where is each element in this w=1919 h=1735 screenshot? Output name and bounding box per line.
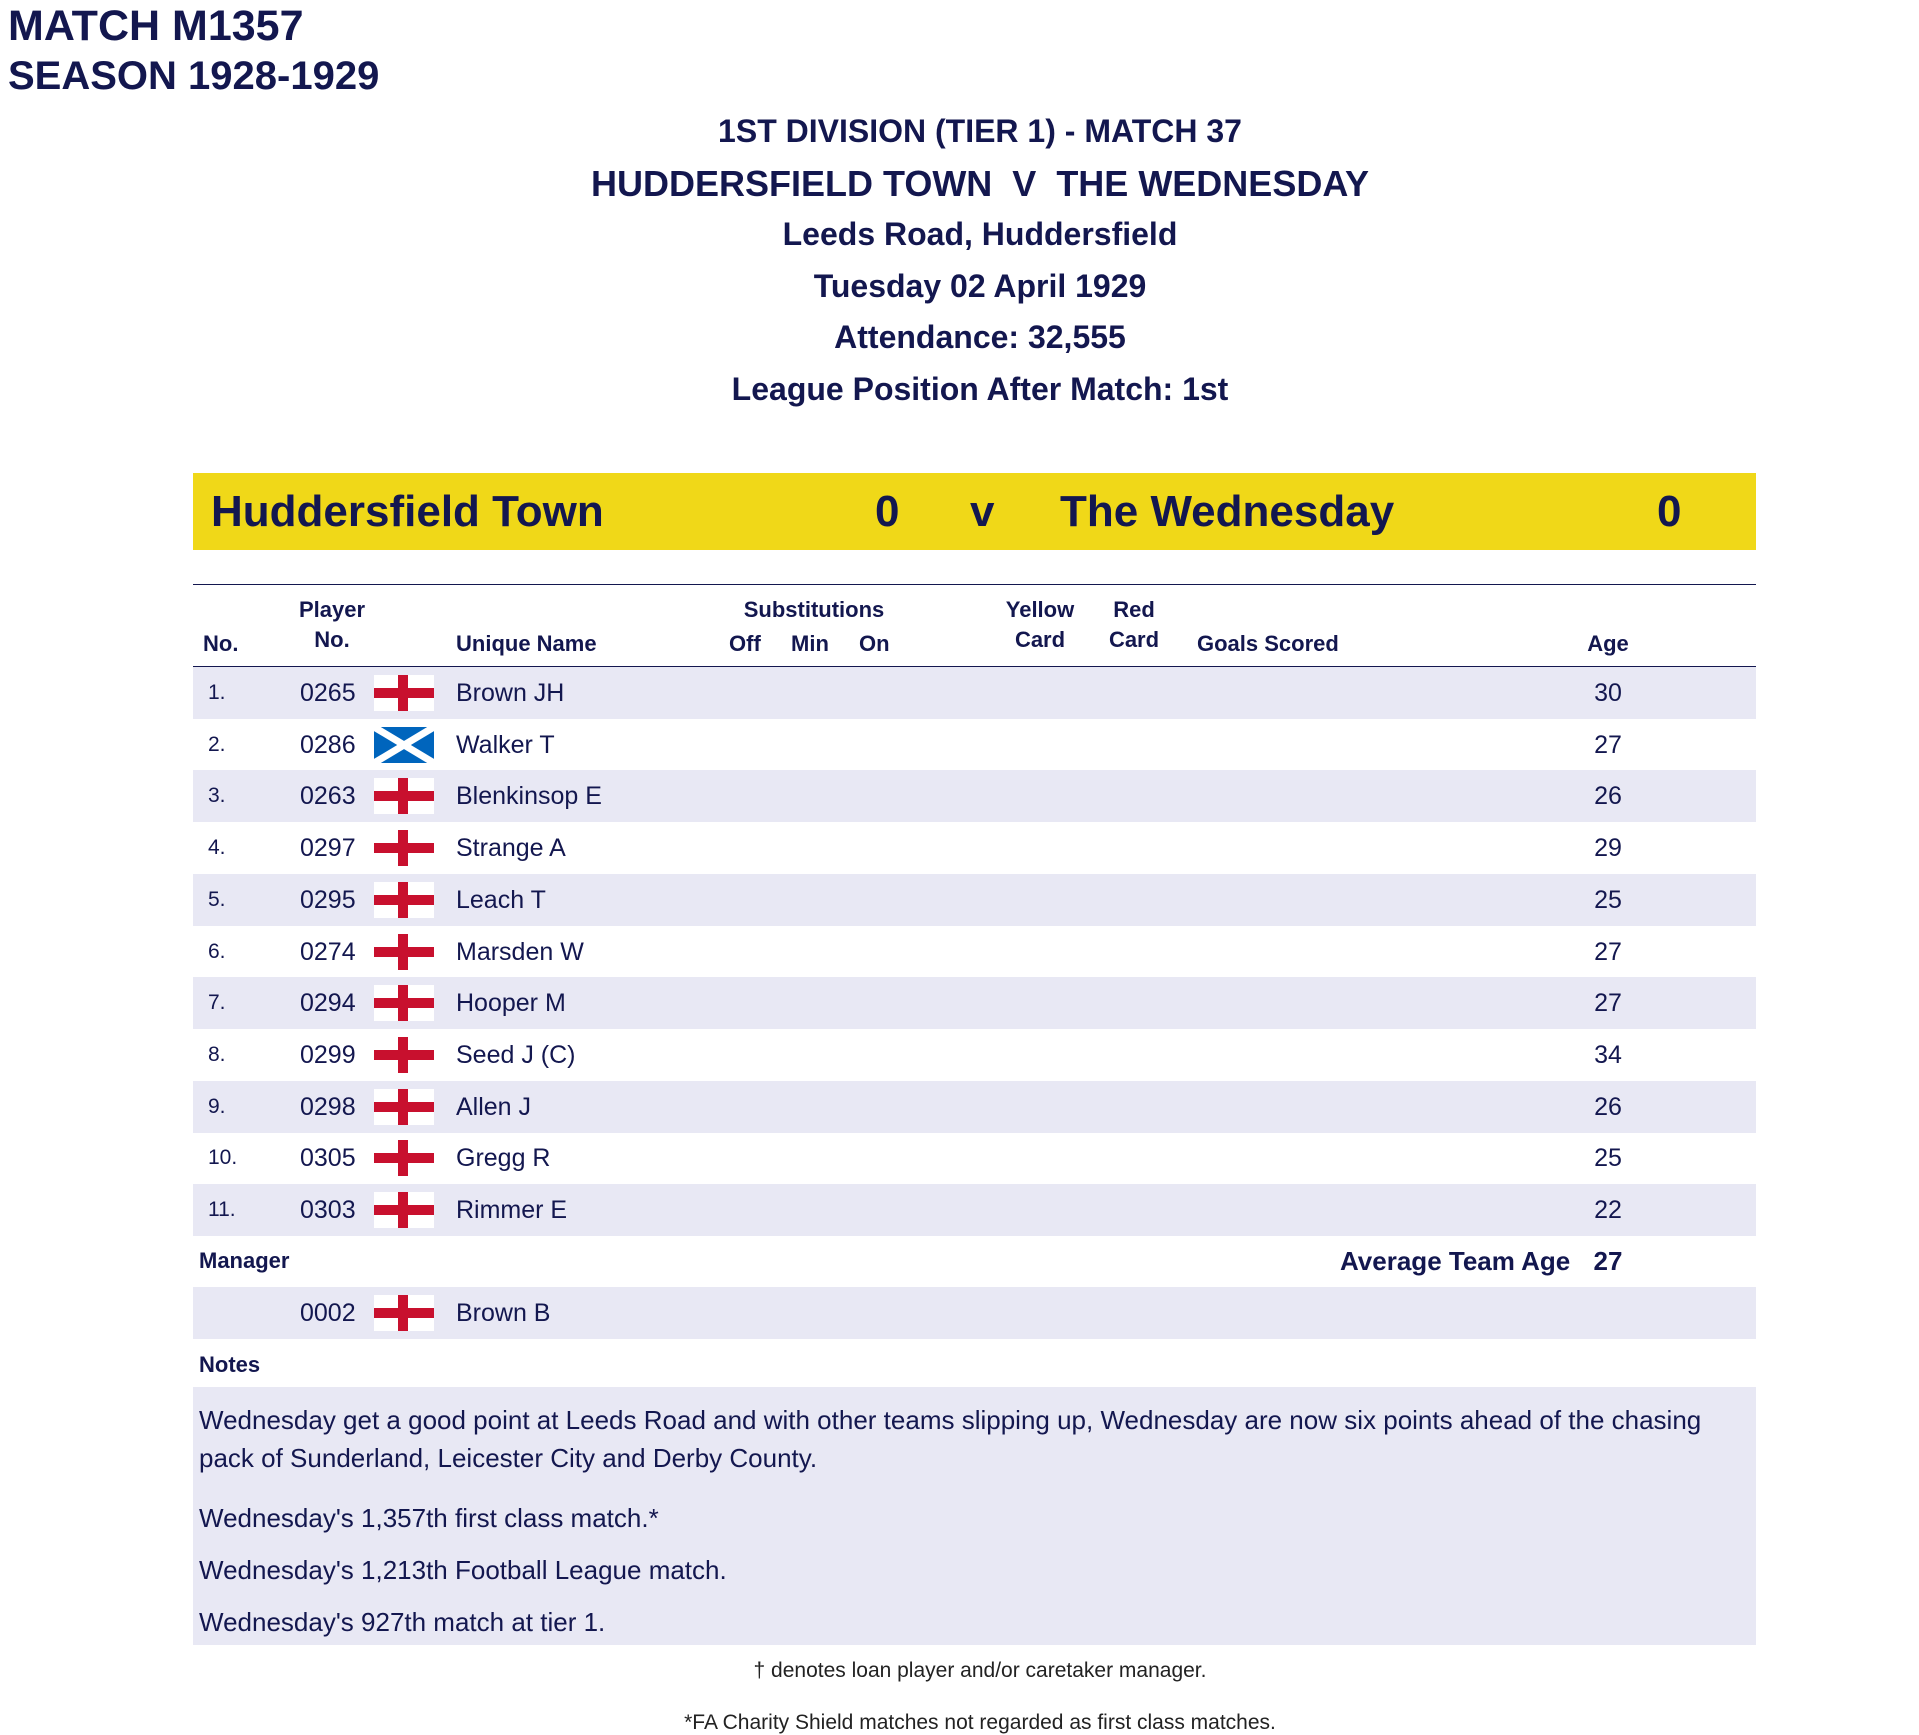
note-football-league: Wednesday's 1,213th Football League match. bbox=[199, 1555, 727, 1585]
player-number: 0263 bbox=[300, 782, 356, 810]
scotland-flag-icon bbox=[374, 727, 434, 763]
footnote-loan: † denotes loan player and/or caretaker manager. bbox=[753, 1659, 1207, 1682]
col-head-substitutions-label: Substitutions bbox=[743, 597, 885, 622]
notes-box bbox=[193, 1387, 1756, 1645]
table-row bbox=[193, 977, 1756, 1029]
away-team-name: The Wednesday bbox=[1060, 487, 1395, 536]
table-row bbox=[193, 719, 1756, 771]
col-head-age-label: Age bbox=[1587, 631, 1629, 656]
col-head-unique-name bbox=[456, 629, 597, 659]
player-number: 0286 bbox=[300, 731, 356, 759]
england-flag-icon bbox=[374, 1089, 434, 1125]
table-row bbox=[193, 1184, 1756, 1236]
player-age: 27 bbox=[1594, 989, 1622, 1017]
player-age: 27 bbox=[1594, 731, 1622, 759]
col-head-off bbox=[729, 629, 761, 659]
player-name: Leach T bbox=[456, 886, 546, 914]
col-head-player-no bbox=[282, 595, 382, 655]
manager-name: Brown B bbox=[456, 1299, 551, 1327]
footnote-charity-shield: *FA Charity Shield matches not regarded as first class matches. bbox=[684, 1711, 1276, 1734]
home-team-name: Huddersfield Town bbox=[211, 487, 604, 536]
player-age: 26 bbox=[1594, 1093, 1622, 1121]
average-age-label: Average Team Age bbox=[1340, 1246, 1571, 1276]
player-age: 27 bbox=[1594, 938, 1622, 966]
table-row bbox=[193, 770, 1756, 822]
player-number: 0295 bbox=[300, 886, 356, 914]
england-flag-icon bbox=[374, 1192, 434, 1228]
col-head-goals-scored bbox=[1197, 629, 1339, 659]
scoreline-bar bbox=[193, 473, 1756, 550]
england-flag-icon bbox=[374, 882, 434, 918]
player-name: Seed J (C) bbox=[456, 1041, 576, 1069]
table-row bbox=[193, 1029, 1756, 1081]
england-flag-icon bbox=[374, 1140, 434, 1176]
england-flag-icon bbox=[374, 1037, 434, 1073]
versus-label: v bbox=[970, 487, 995, 536]
col-head-substitutions bbox=[724, 595, 904, 625]
col-head-yellow-card bbox=[990, 595, 1090, 655]
row-number: 7. bbox=[208, 991, 226, 1014]
table-row bbox=[193, 926, 1756, 978]
player-age: 25 bbox=[1594, 1144, 1622, 1172]
col-head-red-line2: Card bbox=[1108, 627, 1160, 652]
notes-label: Notes bbox=[199, 1352, 261, 1377]
player-name: Gregg R bbox=[456, 1144, 551, 1172]
player-age: 30 bbox=[1594, 679, 1622, 707]
england-flag-icon bbox=[374, 1295, 434, 1331]
col-head-on-label: On bbox=[859, 631, 890, 656]
venue-line: Leeds Road, Huddersfield bbox=[782, 216, 1178, 252]
note-tier-1: Wednesday's 927th match at tier 1. bbox=[199, 1607, 606, 1637]
manager-label: Manager bbox=[199, 1248, 290, 1273]
player-age: 22 bbox=[1594, 1196, 1622, 1224]
manager-number: 0002 bbox=[300, 1299, 356, 1327]
row-number: 8. bbox=[208, 1043, 226, 1066]
col-head-unique-name-label: Unique Name bbox=[456, 631, 597, 656]
col-head-goals-label: Goals Scored bbox=[1197, 631, 1339, 656]
col-head-yellow-line2: Card bbox=[1014, 627, 1066, 652]
season-title: SEASON 1928-1929 bbox=[8, 54, 380, 98]
fixture-line: HUDDERSFIELD TOWN V THE WEDNESDAY bbox=[590, 162, 1370, 204]
player-number: 0274 bbox=[300, 938, 356, 966]
col-head-red-line1: Red bbox=[1113, 597, 1155, 622]
table-row bbox=[193, 667, 1756, 719]
note-summary: Wednesday get a good point at Leeds Road and with other teams slipping up, Wednesday are now six points ahead of the chasing pack of Sunderland, Leicester City and Derby County. bbox=[199, 1405, 1702, 1473]
table-row bbox=[193, 874, 1756, 926]
player-name: Brown JH bbox=[456, 679, 565, 707]
player-number: 0297 bbox=[300, 834, 356, 862]
row-number: 6. bbox=[208, 940, 226, 963]
table-top-rule bbox=[193, 584, 1756, 585]
col-head-off-label: Off bbox=[729, 631, 761, 656]
col-head-player-no-line2: No. bbox=[314, 627, 350, 652]
manager-row bbox=[193, 1287, 1756, 1339]
player-name: Marsden W bbox=[456, 938, 584, 966]
col-head-min-label: Min bbox=[791, 631, 829, 656]
row-number: 4. bbox=[208, 836, 226, 859]
player-name: Allen J bbox=[456, 1093, 532, 1121]
player-age: 34 bbox=[1594, 1041, 1622, 1069]
col-head-on bbox=[859, 629, 890, 659]
col-head-min bbox=[791, 629, 829, 659]
player-age: 25 bbox=[1594, 886, 1622, 914]
col-head-no-label: No. bbox=[203, 631, 239, 656]
player-number: 0303 bbox=[300, 1196, 356, 1224]
england-flag-icon bbox=[374, 934, 434, 970]
row-number: 1. bbox=[208, 681, 226, 704]
player-name: Hooper M bbox=[456, 989, 566, 1017]
match-header bbox=[0, 106, 1919, 415]
player-name: Strange A bbox=[456, 834, 566, 862]
player-name: Rimmer E bbox=[456, 1196, 568, 1224]
player-number: 0265 bbox=[300, 679, 356, 707]
row-number: 2. bbox=[208, 733, 226, 756]
col-head-red-card bbox=[1094, 595, 1174, 655]
england-flag-icon bbox=[374, 778, 434, 814]
england-flag-icon bbox=[374, 985, 434, 1021]
row-number: 10. bbox=[208, 1146, 238, 1169]
player-name: Walker T bbox=[456, 731, 555, 759]
england-flag-icon bbox=[374, 830, 434, 866]
col-head-player-no-line1: Player bbox=[298, 597, 366, 622]
player-number: 0305 bbox=[300, 1144, 356, 1172]
table-row bbox=[193, 822, 1756, 874]
table-row bbox=[193, 1132, 1756, 1184]
attendance-line: Attendance: 32,555 bbox=[834, 319, 1126, 355]
col-head-yellow-line1: Yellow bbox=[1005, 597, 1075, 622]
col-head-age bbox=[1578, 629, 1638, 659]
competition-line: 1ST DIVISION (TIER 1) - MATCH 37 bbox=[718, 113, 1242, 149]
player-number: 0298 bbox=[300, 1093, 356, 1121]
league-position-line: League Position After Match: 1st bbox=[731, 370, 1229, 407]
row-number: 11. bbox=[208, 1198, 236, 1221]
table-row bbox=[193, 1081, 1756, 1133]
average-age-value: 27 bbox=[1593, 1246, 1623, 1276]
home-score: 0 bbox=[875, 487, 900, 536]
england-flag-icon bbox=[374, 675, 434, 711]
col-head-no bbox=[203, 629, 238, 659]
match-id: MATCH M1357 bbox=[8, 2, 304, 50]
note-first-class: Wednesday's 1,357th first class match.* bbox=[199, 1503, 659, 1533]
row-number: 9. bbox=[208, 1095, 226, 1118]
date-line: Tuesday 02 April 1929 bbox=[813, 267, 1147, 304]
row-number: 5. bbox=[208, 888, 226, 911]
player-age: 26 bbox=[1594, 782, 1622, 810]
player-age: 29 bbox=[1594, 834, 1622, 862]
row-number: 3. bbox=[208, 784, 226, 807]
player-name: Blenkinsop E bbox=[456, 782, 602, 810]
player-number: 0294 bbox=[300, 989, 356, 1017]
player-number: 0299 bbox=[300, 1041, 356, 1069]
away-score: 0 bbox=[1657, 487, 1682, 536]
